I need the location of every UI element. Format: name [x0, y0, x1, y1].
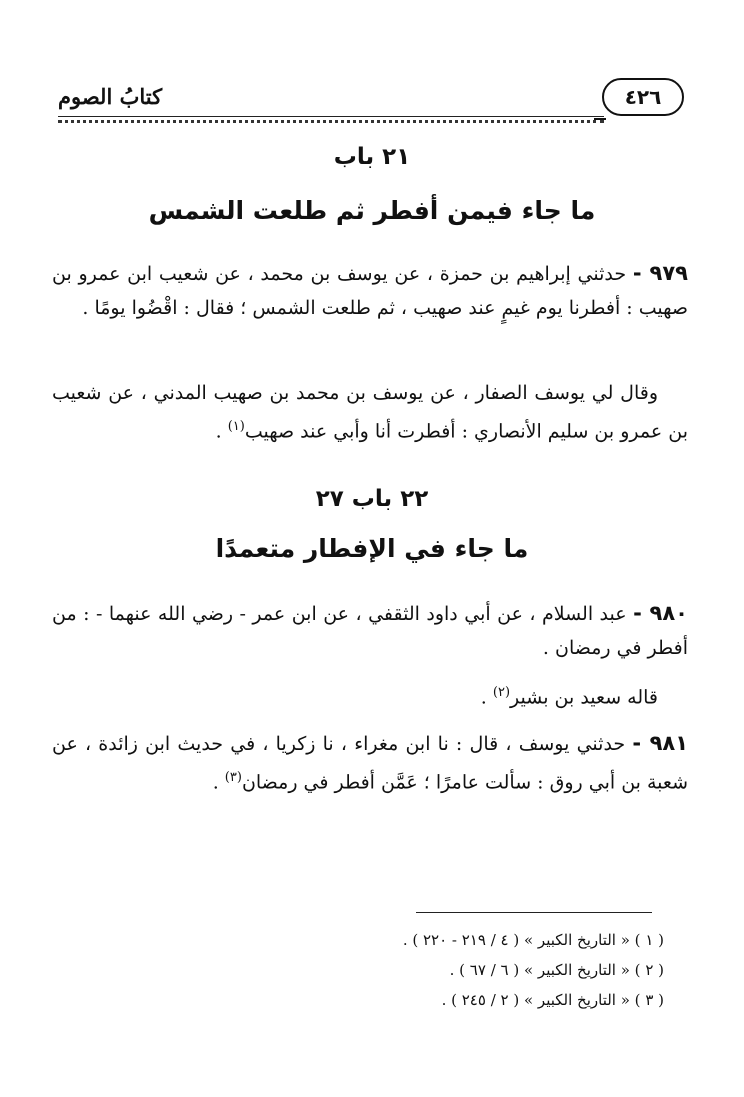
hadith-980-note [52, 676, 688, 714]
footnote-ref-1: (١) [227, 419, 245, 434]
chapter-21-number: ٢١ باب [333, 144, 411, 170]
hadith-end: . [212, 771, 225, 794]
page-number: ٤٢٦ [602, 78, 684, 116]
narration-end: . [215, 420, 228, 443]
hadith-980 [52, 596, 688, 665]
hadith-979 [52, 256, 688, 325]
hadith-981 [52, 726, 688, 799]
footnote-rule [416, 912, 652, 913]
footnote-2: ( ٢ ) « التاريخ الكبير » ( ٦ / ٦٧ ) . [449, 961, 664, 979]
chapter-22-title: ما جاء في الإفطار متعمدًا [215, 534, 529, 563]
footnote-ref-2: (٢) [492, 685, 511, 700]
hadith-number: ٩٨٠ - [633, 601, 688, 625]
footnote-3: ( ٣ ) « التاريخ الكبير » ( ٢ / ٢٤٥ ) . [441, 991, 664, 1009]
header-dotted-rule [58, 120, 604, 123]
hadith-number: ٩٨١ - [632, 731, 689, 755]
hadith-text: حدثني يوسف ، قال : نا ابن مغراء ، نا زكريا ، في حديث ابن زائدة ، عن شعبة بن أبي روق : سألت عامرًا ؛ عَمَّن أفطر في رمضان [52, 733, 688, 794]
hadith-number: ٩٧٩ - [632, 261, 688, 285]
header-rule [58, 116, 604, 117]
page-number-ornament [594, 110, 606, 120]
chapter-22-number: ٢٢ باب ٢٧ [315, 486, 429, 512]
hadith-979-narration [52, 376, 688, 448]
chapter-21-title: ما جاء فيمن أفطر ثم طلعت الشمس [148, 196, 596, 225]
footnote-ref-3: (٣) [224, 770, 242, 785]
footnote-1: ( ١ ) « التاريخ الكبير » ( ٤ / ٢١٩ - ٢٢٠ ) . [402, 931, 664, 949]
book-title: كتابُ الصوم [58, 84, 163, 109]
note-text: قاله سعيد بن بشير [510, 686, 658, 709]
narration-text: وقال لي يوسف الصفار ، عن يوسف بن محمد بن صهيب المدني ، عن شعيب بن عمرو بن سليم الأنصاري : أفطرت أنا وأبي عند صهيب [52, 382, 688, 443]
page-header [54, 74, 684, 126]
hadith-text: عبد السلام ، عن أبي داود الثقفي ، عن ابن عمر - رضي الله عنهما - : من أفطر في رمضان . [52, 603, 688, 659]
hadith-text: حدثني إبراهيم بن حمزة ، عن يوسف بن محمد ، عن شعيب ابن عمرو بن صهيب : أفطرنا يوم غيمٍ عند صهيب ، ثم طلعت الشمس ؛ فقال : اقْضُوا يومًا . [52, 263, 688, 319]
note-end: . [480, 686, 493, 709]
